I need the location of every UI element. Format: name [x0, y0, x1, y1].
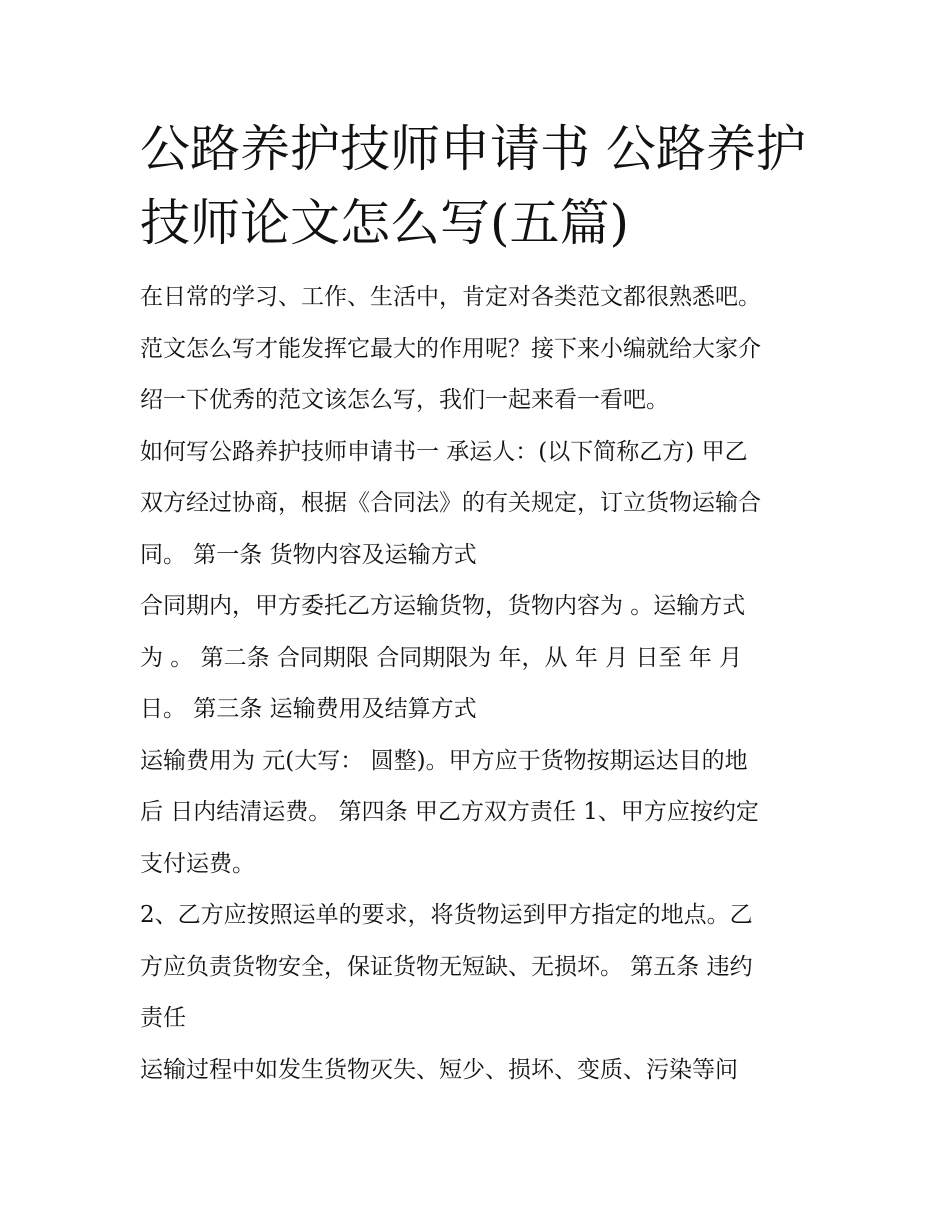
- paragraph-line: 合同期内，甲方委托乙方运输货物，货物内容为 。运输方式: [140, 593, 746, 619]
- title-line: 技师论文怎么写(五篇): [140, 194, 630, 252]
- paragraph-line: 2、乙方应按照运单的要求，将货物运到甲方指定的地点。乙: [140, 902, 753, 928]
- title-line: 公路养护技师申请书 公路养护: [140, 120, 806, 178]
- paragraph-line: 后 日内结清运费。 第四条 甲乙方双方责任 1、甲方应按约定: [140, 799, 759, 825]
- paragraph-line: 方应负责货物安全，保证货物无短缺、无损坏。 第五条 违约: [140, 953, 753, 980]
- contract-term-paragraph: [140, 581, 820, 736]
- paragraph-line: 支付运费。: [140, 850, 255, 877]
- intro-paragraph: [140, 272, 820, 427]
- paragraph-line: 运输过程中如发生货物灭失、短少、损坏、变质、污染等问: [140, 1056, 738, 1083]
- paragraph-line: 责任: [140, 1005, 186, 1031]
- liability-paragraph: [140, 1045, 820, 1097]
- contract-intro-paragraph: [140, 427, 820, 582]
- paragraph-line: 运输费用为 元(大写： 圆整)。甲方应于货物按期运达目的地: [140, 747, 748, 774]
- paragraph-line: 日。 第三条 运输费用及结算方式: [140, 696, 477, 722]
- paragraph-line: 范文怎么写才能发挥它最大的作用呢？接下来小编就给大家介: [140, 335, 761, 362]
- paragraph-line: 如何写公路养护技师申请书一 承运人：(以下简称乙方) 甲乙: [140, 438, 748, 465]
- paragraph-line: 在日常的学习、工作、生活中，肯定对各类范文都很熟悉吧。: [140, 284, 761, 310]
- freight-cost-paragraph: [140, 736, 820, 891]
- document-page: [140, 112, 820, 1096]
- document-title: [140, 112, 820, 260]
- paragraph-line: 绍一下优秀的范文该怎么写，我们一起来看一看吧。: [140, 387, 669, 413]
- paragraph-line: 双方经过协商，根据《合同法》的有关规定，订立货物运输合: [140, 490, 761, 516]
- carrier-duty-paragraph: [140, 890, 820, 1045]
- paragraph-line: 为 。 第二条 合同期限 合同期限为 年，从 年 月 日至 年 月: [140, 644, 743, 671]
- paragraph-line: 同。 第一条 货物内容及运输方式: [140, 541, 477, 568]
